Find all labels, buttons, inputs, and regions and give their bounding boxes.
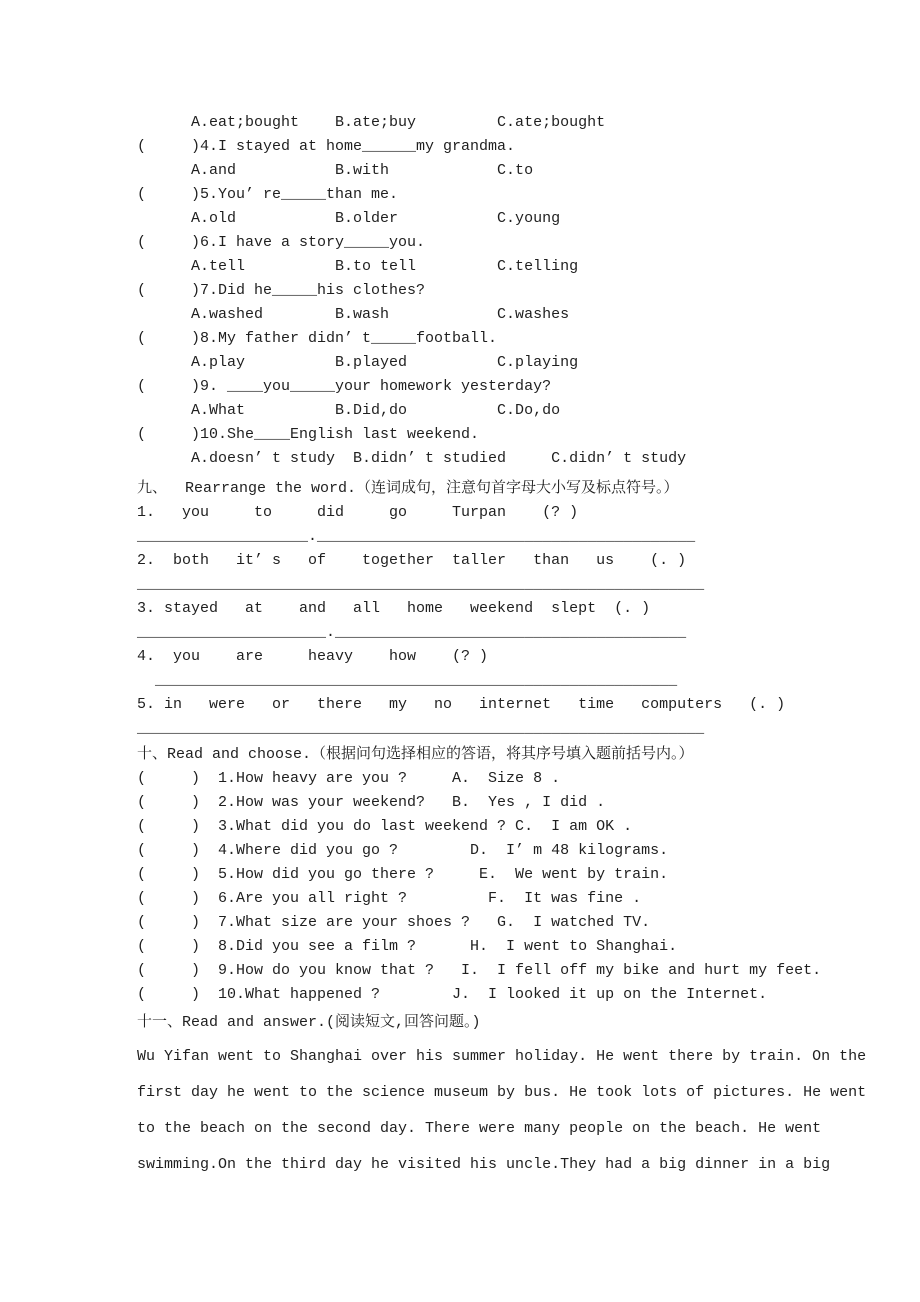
section-read-and-answer (137, 1011, 900, 1183)
rearrange-words-row: 3. stayed at and all home weekend slept (. ) (137, 600, 651, 617)
multiple-choice-text-line: A.tell B.to tell C.telling (137, 258, 579, 275)
multiple-choice-text-line: A.eat;bought B.ate;buy C.ate;bought (137, 114, 606, 131)
rearrange-item (137, 597, 900, 645)
multiple-choice-text-line: ( )5.You’ re_____than me. (137, 186, 399, 203)
section-multiple-choice (137, 111, 900, 471)
section-rearrange-words (137, 477, 900, 741)
rearrange-words-row: 1. you to did go Turpan (? ) (137, 504, 579, 521)
multiple-choice-text-line: A.old B.older C.young (137, 210, 561, 227)
match-question-answer-row: ( ) 2.How was your weekend? B. Yes , I did . (137, 794, 606, 811)
rearrange-items (137, 501, 900, 741)
match-question-answer-row: ( ) 10.What happened ? J. I looked it up on the Internet. (137, 986, 768, 1003)
match-question-answer-row: ( ) 4.Where did you go ? D. I’ m 48 kilograms. (137, 842, 669, 859)
match-question-answer-row: ( ) 5.How did you go there ? E. We went by train. (137, 866, 669, 883)
answer-blank-line[interactable]: _____________________._______________________________________ (137, 624, 687, 641)
section-read-choose-heading: 十、Read and choose.（根据问句选择相应的答语，将其序号填入题前括号内。） (137, 746, 694, 763)
answer-blank-line[interactable]: _______________________________________________________________ (137, 576, 705, 593)
answer-blank-line[interactable]: __________________________________________________________ (137, 672, 678, 689)
multiple-choice-text-line: ( )6.I have a story_____you. (137, 234, 426, 251)
rearrange-words-row: 4. you are heavy how (? ) (137, 648, 489, 665)
section-read-and-choose (137, 743, 900, 1007)
match-question-answer-row: ( ) 1.How heavy are you ? A. Size 8 . (137, 770, 561, 787)
rearrange-item (137, 645, 900, 693)
multiple-choice-text-line: A.doesn’ t study B.didn’ t studied C.didn’ t study (137, 450, 687, 467)
multiple-choice-text-line: ( )9. ____you_____your homework yesterday? (137, 378, 552, 395)
multiple-choice-text-line: A.and B.with C.to (137, 162, 534, 179)
multiple-choice-text-line: ( )4.I stayed at home______my grandma. (137, 138, 516, 155)
reading-passage (137, 1039, 900, 1183)
multiple-choice-text-line: A.washed B.wash C.washes (137, 306, 570, 323)
passage-text-line: swimming.On the third day he visited his uncle.They had a big dinner in a big (137, 1156, 831, 1173)
passage-text-line: to the beach on the second day. There were many people on the beach. He went (137, 1120, 822, 1137)
multiple-choice-text-line: ( )10.She____English last weekend. (137, 426, 480, 443)
multiple-choice-text-line: ( )8.My father didn’ t_____football. (137, 330, 498, 347)
match-question-answer-row: ( ) 7.What size are your shoes ? G. I watched TV. (137, 914, 651, 931)
passage-text-line: Wu Yifan went to Shanghai over his summer holiday. He went there by train. On the (137, 1048, 867, 1065)
rearrange-item (137, 549, 900, 597)
multiple-choice-text-line: ( )7.Did he_____his clothes? (137, 282, 426, 299)
rearrange-item (137, 501, 900, 549)
match-question-answer-row: ( ) 9.How do you know that ? I. I fell off my bike and hurt my feet. (137, 962, 822, 979)
passage-text-line: first day he went to the science museum by bus. He took lots of pictures. He went (137, 1084, 867, 1101)
rearrange-item (137, 693, 900, 741)
section-rearrange-heading: 九、 Rearrange the word.（连词成句，注意句首字母大小写及标点符号。） (137, 480, 679, 497)
read-choose-rows (137, 767, 900, 1007)
rearrange-words-row: 5. in were or there my no internet time computers (. ) (137, 696, 786, 713)
multiple-choice-text-line: A.What B.Did,do C.Do,do (137, 402, 561, 419)
section-read-answer-heading: 十一、Read and answer.(阅读短文,回答问题。) (137, 1014, 481, 1031)
multiple-choice-text-line: A.play B.played C.playing (137, 354, 579, 371)
match-question-answer-row: ( ) 6.Are you all right ? F. It was fine . (137, 890, 642, 907)
rearrange-words-row: 2. both it’ s of together taller than us (. ) (137, 552, 687, 569)
answer-blank-line[interactable]: _______________________________________________________________ (137, 720, 705, 737)
answer-blank-line[interactable]: ___________________.__________________________________________ (137, 528, 696, 545)
match-question-answer-row: ( ) 8.Did you see a film ? H. I went to Shanghai. (137, 938, 678, 955)
match-question-answer-row: ( ) 3.What did you do last weekend ? C. I am OK . (137, 818, 633, 835)
